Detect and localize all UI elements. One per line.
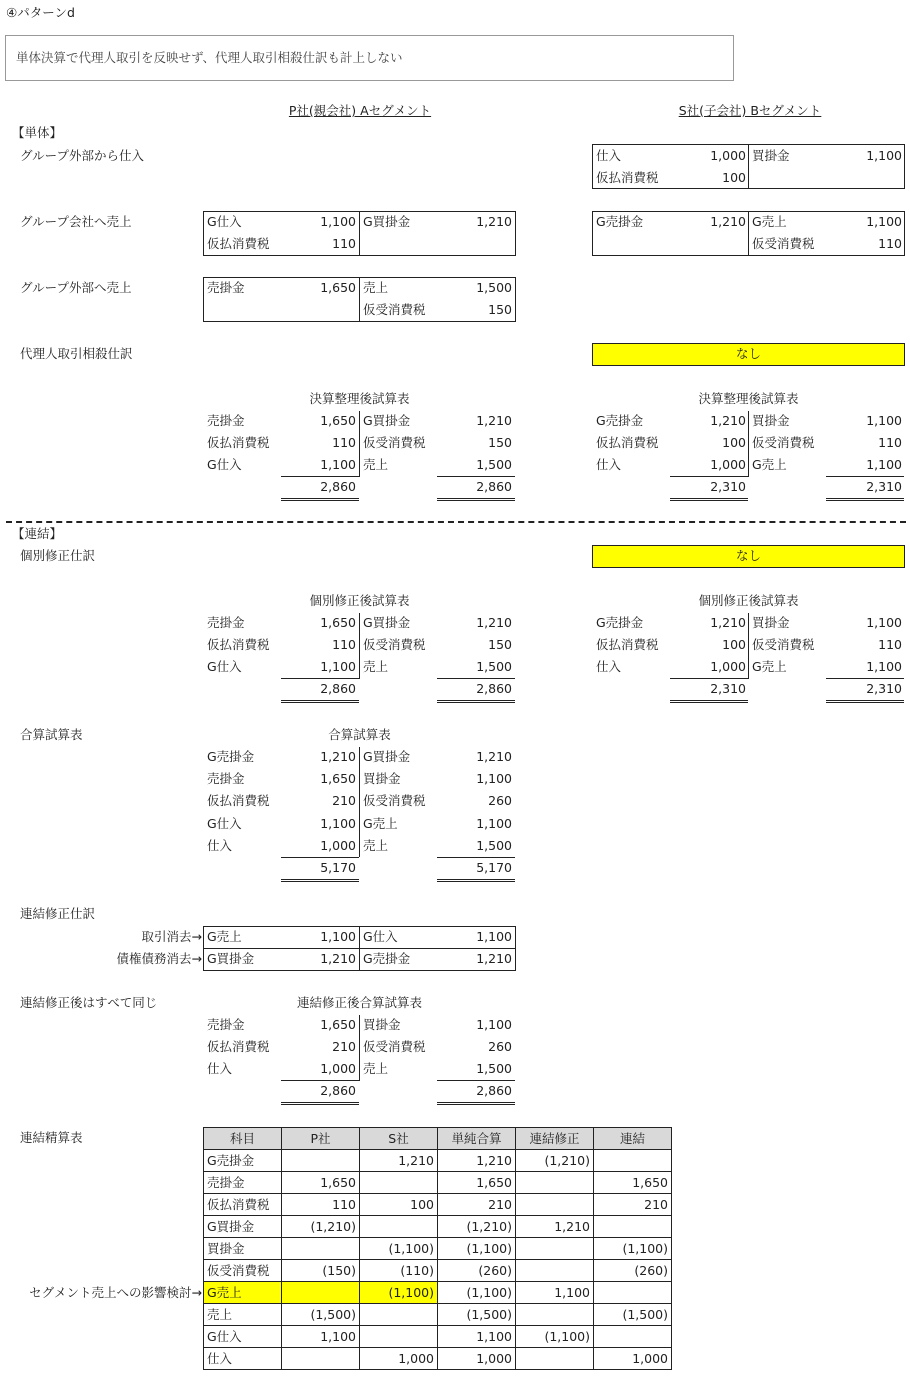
worksheet-value-cell — [282, 1150, 360, 1172]
tb-debit-amount: 210 — [332, 793, 356, 808]
tb-debit-account: 売掛金 — [207, 615, 245, 630]
worksheet-value-cell — [516, 1260, 594, 1282]
tb-debit-amount: 1,210 — [320, 749, 356, 764]
tb-credit-account: 買掛金 — [363, 771, 401, 786]
journal-divider — [359, 926, 360, 971]
tb-credit-amount: 110 — [878, 637, 902, 652]
worksheet-row — [204, 1326, 672, 1348]
debit-account: 仮払消費税 — [596, 170, 659, 185]
tb-double-line — [281, 700, 359, 703]
tb-debit-account: 売掛金 — [207, 771, 245, 786]
credit-account: G買掛金 — [363, 214, 411, 229]
worksheet-value-cell — [360, 1216, 438, 1238]
credit-amount: 1,100 — [866, 148, 902, 163]
tb-divider — [359, 411, 360, 477]
tb-debit-account: 仮払消費税 — [207, 435, 270, 450]
worksheet-row — [204, 1194, 672, 1216]
worksheet-account-cell: 仕入 — [204, 1348, 282, 1370]
worksheet-value-cell: 1,210 — [360, 1150, 438, 1172]
worksheet-value-cell: 1,210 — [438, 1150, 516, 1172]
worksheet-value-cell: (1,500) — [438, 1304, 516, 1326]
worksheet-value-cell: 210 — [438, 1194, 516, 1216]
page-title: ④パターンd — [6, 5, 75, 20]
label-group-uriage: グループ会社へ売上 — [20, 214, 132, 229]
credit-amount: 1,210 — [476, 951, 512, 966]
worksheet-row — [204, 1238, 672, 1260]
worksheet-value-cell: 1,210 — [516, 1216, 594, 1238]
tb-credit-amount: 1,210 — [476, 413, 512, 428]
consolidation-worksheet — [203, 1127, 672, 1370]
tb-credit-account: 売上 — [363, 659, 389, 674]
tb-divider — [359, 613, 360, 679]
tb-credit-account: 売上 — [363, 457, 389, 472]
tb-double-line — [826, 700, 904, 703]
tb-debit-amount: 1,650 — [320, 771, 356, 786]
credit-account: G仕入 — [363, 929, 398, 944]
credit-amount: 150 — [488, 302, 512, 317]
worksheet-header-cell: S社 — [360, 1128, 438, 1150]
worksheet-value-cell: (1,210) — [438, 1216, 516, 1238]
worksheet-value-cell: 110 — [282, 1194, 360, 1216]
tb-credit-amount: 260 — [488, 1039, 512, 1054]
worksheet-value-cell: (1,500) — [282, 1304, 360, 1326]
debit-amount: 1,100 — [320, 929, 356, 944]
tb-debit-amount: 1,000 — [710, 659, 746, 674]
tb-debit-account: 仮払消費税 — [596, 637, 659, 652]
debit-amount: 1,000 — [710, 148, 746, 163]
worksheet-value-cell: (260) — [438, 1260, 516, 1282]
tb-double-line — [437, 879, 515, 882]
tb-credit-amount: 1,500 — [476, 838, 512, 853]
tb-title: 決算整理後試算表 — [698, 391, 799, 406]
tb-double-line — [437, 1102, 515, 1105]
credit-account: G売上 — [752, 214, 787, 229]
worksheet-header-cell: 連結 — [594, 1128, 672, 1150]
tb-debit-amount: 110 — [332, 435, 356, 450]
tb-credit-account: 仮受消費税 — [752, 435, 815, 450]
tb-title: 合算試算表 — [328, 727, 391, 742]
worksheet-account-cell: 売上 — [204, 1304, 282, 1326]
worksheet-row — [204, 1282, 672, 1304]
tb-divider — [359, 1015, 360, 1081]
tb-credit-account: G買掛金 — [363, 615, 411, 630]
worksheet-value-cell: (1,100) — [360, 1282, 438, 1304]
worksheet-value-cell — [594, 1282, 672, 1304]
tb-debit-amount: 100 — [722, 637, 746, 652]
tb-debit-amount: 1,210 — [710, 615, 746, 630]
tb-credit-amount: 150 — [488, 637, 512, 652]
tb-title: 個別修正後試算表 — [309, 593, 410, 608]
worksheet-header-cell: 単純合算 — [438, 1128, 516, 1150]
tb-credit-amount: 1,100 — [476, 1017, 512, 1032]
tb-double-line — [670, 700, 748, 703]
label-dairinin: 代理人取引相殺仕訳 — [20, 346, 133, 361]
worksheet-value-cell: 1,650 — [282, 1172, 360, 1194]
worksheet-row — [204, 1348, 672, 1370]
worksheet-value-cell: (260) — [594, 1260, 672, 1282]
tb-credit-amount: 1,100 — [866, 659, 902, 674]
worksheet-value-cell — [282, 1238, 360, 1260]
credit-amount: 110 — [878, 236, 902, 251]
tb-debit-amount: 1,650 — [320, 615, 356, 630]
credit-amount: 1,100 — [866, 214, 902, 229]
journal-divider — [748, 144, 749, 189]
tb-credit-account: 仮受消費税 — [363, 435, 426, 450]
tb-credit-amount: 150 — [488, 435, 512, 450]
worksheet-value-cell: 1,100 — [516, 1282, 594, 1304]
worksheet-account-cell: 仮受消費税 — [204, 1260, 282, 1282]
tb-credit-amount: 1,500 — [476, 457, 512, 472]
journal-divider — [359, 211, 360, 256]
worksheet-header-cell: 連結修正 — [516, 1128, 594, 1150]
tb-credit-amount: 1,500 — [476, 659, 512, 674]
tb-total-credit: 2,860 — [476, 1083, 512, 1098]
tb-total-debit: 2,310 — [710, 479, 746, 494]
worksheet-row — [204, 1150, 672, 1172]
credit-account: 仮受消費税 — [752, 236, 815, 251]
tb-credit-amount: 1,100 — [866, 457, 902, 472]
credit-amount: 1,100 — [476, 929, 512, 944]
worksheet-account-cell: G売掛金 — [204, 1150, 282, 1172]
tb-debit-account: G仕入 — [207, 659, 242, 674]
tb-debit-amount: 1,650 — [320, 1017, 356, 1032]
tb-debit-amount: 1,000 — [320, 1061, 356, 1076]
tb-total-debit: 2,860 — [320, 1083, 356, 1098]
tb-credit-account: G買掛金 — [363, 749, 411, 764]
label-kobetsu: 個別修正仕訳 — [20, 548, 96, 563]
tb-debit-account: 仮払消費税 — [207, 793, 270, 808]
tb-debit-amount: 1,210 — [710, 413, 746, 428]
tb-double-line — [437, 700, 515, 703]
tb-credit-account: 買掛金 — [752, 413, 790, 428]
debit-amount: 1,100 — [320, 214, 356, 229]
worksheet-value-cell — [282, 1348, 360, 1370]
label-subete-onaji: 連結修正後はすべて同じ — [20, 995, 158, 1010]
tb-debit-account: G売掛金 — [596, 615, 644, 630]
worksheet-account-cell: G仕入 — [204, 1326, 282, 1348]
debit-account: G売掛金 — [596, 214, 644, 229]
worksheet-account-cell: G買掛金 — [204, 1216, 282, 1238]
tb-debit-account: 仕入 — [596, 659, 622, 674]
debit-account: G売上 — [207, 929, 242, 944]
worksheet-value-cell: (110) — [360, 1260, 438, 1282]
tb-credit-amount: 1,100 — [866, 413, 902, 428]
tb-debit-account: G売掛金 — [596, 413, 644, 428]
worksheet-account-cell: 買掛金 — [204, 1238, 282, 1260]
tb-total-credit: 2,860 — [476, 479, 512, 494]
worksheet-value-cell: 1,100 — [438, 1326, 516, 1348]
credit-amount: 1,500 — [476, 280, 512, 295]
tb-debit-amount: 1,000 — [710, 457, 746, 472]
tb-title: 連結修正後合算試算表 — [296, 995, 422, 1010]
worksheet-header-cell: P社 — [282, 1128, 360, 1150]
tb-credit-account: 仮受消費税 — [363, 793, 426, 808]
worksheet-value-cell — [360, 1304, 438, 1326]
tb-double-line — [281, 879, 359, 882]
tb-debit-amount: 1,000 — [320, 838, 356, 853]
tb-credit-account: G買掛金 — [363, 413, 411, 428]
tb-credit-account: 仮受消費税 — [363, 1039, 426, 1054]
header-s-segment: S社(子会社) Bセグメント — [678, 103, 822, 118]
tb-credit-amount: 110 — [878, 435, 902, 450]
worksheet-value-cell: (1,500) — [594, 1304, 672, 1326]
tb-credit-amount: 1,100 — [866, 615, 902, 630]
tb-credit-account: 仮受消費税 — [363, 637, 426, 652]
tb-debit-account: 仕入 — [207, 838, 233, 853]
credit-account: 買掛金 — [752, 148, 790, 163]
debit-amount: 1,210 — [710, 214, 746, 229]
tb-debit-amount: 1,650 — [320, 413, 356, 428]
worksheet-value-cell — [516, 1194, 594, 1216]
tb-divider — [748, 613, 749, 679]
debit-account: 仕入 — [596, 148, 622, 163]
worksheet-value-cell — [516, 1348, 594, 1370]
journal-divider — [748, 211, 749, 256]
tb-debit-amount: 1,100 — [320, 457, 356, 472]
tb-credit-amount: 1,210 — [476, 749, 512, 764]
credit-account: G売掛金 — [363, 951, 411, 966]
worksheet-value-cell: (1,100) — [516, 1326, 594, 1348]
worksheet-value-cell: 100 — [360, 1194, 438, 1216]
worksheet-value-cell: 1,000 — [594, 1348, 672, 1370]
worksheet-value-cell: (150) — [282, 1260, 360, 1282]
tb-credit-account: 買掛金 — [752, 615, 790, 630]
tb-total-debit: 5,170 — [320, 860, 356, 875]
worksheet-header-row — [204, 1128, 672, 1150]
tb-credit-account: 買掛金 — [363, 1017, 401, 1032]
tb-debit-account: G仕入 — [207, 816, 242, 831]
worksheet-value-cell: (1,100) — [438, 1282, 516, 1304]
label-saiken-shokyo: 債権債務消去→ — [116, 951, 202, 966]
worksheet-value-cell: 1,100 — [282, 1326, 360, 1348]
credit-account: 売上 — [363, 280, 389, 295]
tb-debit-amount: 210 — [332, 1039, 356, 1054]
debit-amount: 100 — [722, 170, 746, 185]
worksheet-row — [204, 1304, 672, 1326]
tb-total-debit: 2,310 — [710, 681, 746, 696]
debit-account: 売掛金 — [207, 280, 245, 295]
tb-title: 決算整理後試算表 — [309, 391, 410, 406]
tb-debit-account: 仮払消費税 — [596, 435, 659, 450]
tb-divider — [359, 747, 360, 857]
header-p-segment: P社(親会社) Aセグメント — [288, 103, 432, 118]
worksheet-value-cell — [360, 1172, 438, 1194]
label-renketsu-shusei: 連結修正仕訳 — [20, 906, 96, 921]
worksheet-value-cell: 1,650 — [438, 1172, 516, 1194]
debit-amount: 110 — [332, 236, 356, 251]
tb-double-line — [437, 498, 515, 501]
worksheet-value-cell — [360, 1326, 438, 1348]
tb-credit-account: 売上 — [363, 838, 389, 853]
tb-credit-amount: 1,210 — [476, 615, 512, 630]
tb-debit-account: 仮払消費税 — [207, 637, 270, 652]
tb-total-debit: 2,860 — [320, 681, 356, 696]
section-divider — [6, 521, 906, 523]
worksheet-value-cell — [516, 1304, 594, 1326]
journal-divider — [359, 277, 360, 322]
label-torihiki-shokyo: 取引消去→ — [141, 929, 202, 944]
tb-total-credit: 2,860 — [476, 681, 512, 696]
tb-debit-account: 売掛金 — [207, 1017, 245, 1032]
tb-double-line — [281, 1102, 359, 1105]
tb-credit-amount: 1,100 — [476, 771, 512, 786]
worksheet-account-cell: 売掛金 — [204, 1172, 282, 1194]
tb-total-credit: 2,310 — [866, 479, 902, 494]
worksheet-value-cell — [282, 1282, 360, 1304]
debit-amount: 1,210 — [320, 951, 356, 966]
worksheet-value-cell: (1,100) — [360, 1238, 438, 1260]
tb-credit-amount: 1,500 — [476, 1061, 512, 1076]
tb-debit-account: G仕入 — [207, 457, 242, 472]
label-seisanhyo: 連結精算表 — [20, 1130, 83, 1145]
worksheet-value-cell — [516, 1172, 594, 1194]
label-gaibu-uriage: グループ外部へ売上 — [20, 280, 132, 295]
tb-credit-amount: 260 — [488, 793, 512, 808]
credit-amount: 1,210 — [476, 214, 512, 229]
worksheet-value-cell — [594, 1150, 672, 1172]
tb-debit-amount: 100 — [722, 435, 746, 450]
worksheet-account-cell: 仮払消費税 — [204, 1194, 282, 1216]
worksheet-account-cell: G売上 — [204, 1282, 282, 1304]
worksheet-value-cell — [594, 1216, 672, 1238]
debit-account: G仕入 — [207, 214, 242, 229]
nashi-label-kobetsu: なし — [735, 548, 761, 563]
tb-total-credit: 5,170 — [476, 860, 512, 875]
tb-total-debit: 2,860 — [320, 479, 356, 494]
credit-account: 仮受消費税 — [363, 302, 426, 317]
tb-debit-account: 仮払消費税 — [207, 1039, 270, 1054]
label-segment-eikyo: セグメント売上への影響検討→ — [29, 1285, 202, 1300]
worksheet-value-cell: (1,210) — [516, 1150, 594, 1172]
tb-credit-account: G売上 — [752, 659, 787, 674]
worksheet-value-cell: 1,650 — [594, 1172, 672, 1194]
label-tantai: 【単体】 — [12, 125, 63, 140]
worksheet-row — [204, 1216, 672, 1238]
tb-credit-amount: 1,100 — [476, 816, 512, 831]
worksheet-value-cell: 1,000 — [360, 1348, 438, 1370]
tb-credit-account: G売上 — [752, 457, 787, 472]
worksheet-header-cell: 科目 — [204, 1128, 282, 1150]
worksheet-value-cell — [594, 1326, 672, 1348]
label-gaibu-shiire: グループ外部から仕入 — [20, 148, 145, 163]
tb-credit-account: G売上 — [363, 816, 398, 831]
tb-debit-account: 仕入 — [207, 1061, 233, 1076]
tb-divider — [748, 411, 749, 477]
tb-debit-amount: 1,100 — [320, 659, 356, 674]
tb-double-line — [281, 498, 359, 501]
worksheet-row — [204, 1260, 672, 1282]
worksheet-value-cell — [516, 1238, 594, 1260]
debit-account: 仮払消費税 — [207, 236, 270, 251]
tb-debit-account: 売掛金 — [207, 413, 245, 428]
debit-amount: 1,650 — [320, 280, 356, 295]
tb-debit-amount: 110 — [332, 637, 356, 652]
tb-debit-account: G売掛金 — [207, 749, 255, 764]
worksheet-value-cell: (1,210) — [282, 1216, 360, 1238]
tb-debit-amount: 1,100 — [320, 816, 356, 831]
label-renketsu: 【連結】 — [12, 526, 63, 541]
worksheet-value-cell: 1,000 — [438, 1348, 516, 1370]
tb-double-line — [670, 498, 748, 501]
tb-double-line — [826, 498, 904, 501]
worksheet-row — [204, 1172, 672, 1194]
tb-credit-account: 仮受消費税 — [752, 637, 815, 652]
tb-title: 個別修正後試算表 — [698, 593, 799, 608]
worksheet-value-cell: (1,100) — [594, 1238, 672, 1260]
description-box: 単体決算で代理人取引を反映せず、代理人取引相殺仕訳も計上しない — [5, 35, 734, 81]
label-gassan: 合算試算表 — [20, 727, 83, 742]
worksheet-value-cell: (1,100) — [438, 1238, 516, 1260]
nashi-label-dairinin: なし — [735, 346, 761, 361]
worksheet-value-cell: 210 — [594, 1194, 672, 1216]
tb-total-credit: 2,310 — [866, 681, 902, 696]
tb-credit-account: 売上 — [363, 1061, 389, 1076]
debit-account: G買掛金 — [207, 951, 255, 966]
tb-debit-account: 仕入 — [596, 457, 622, 472]
